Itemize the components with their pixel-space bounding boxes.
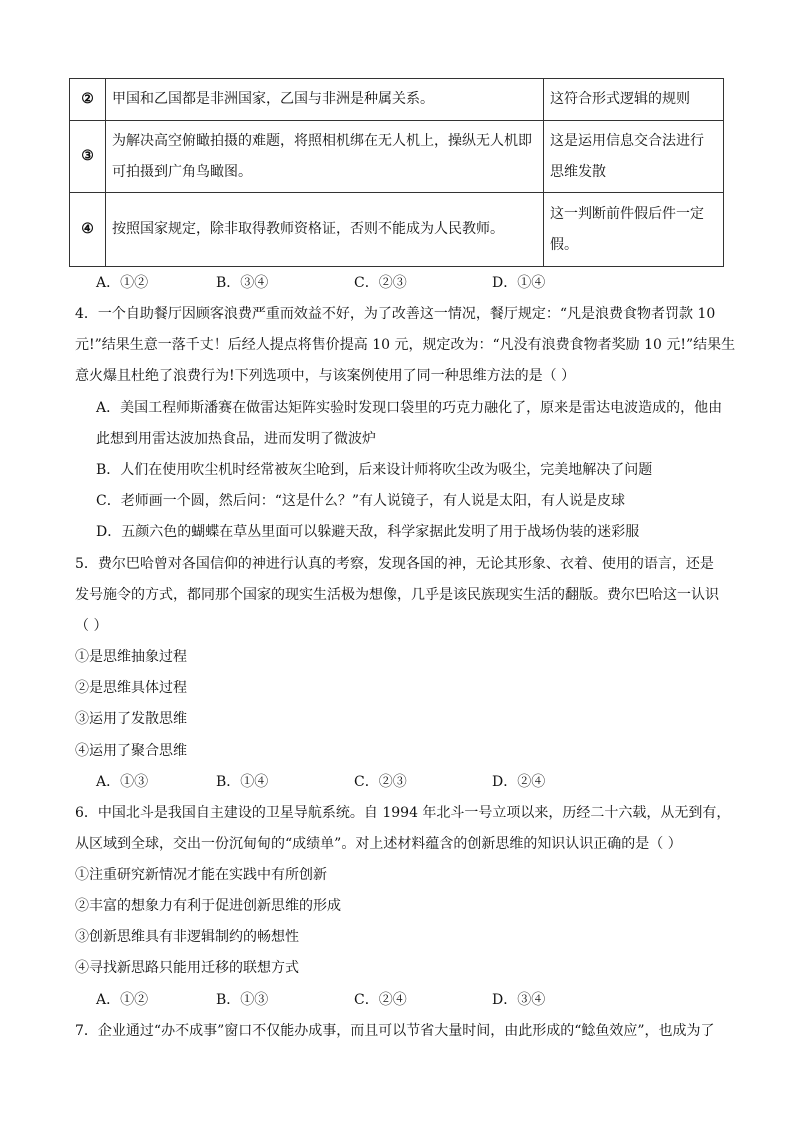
row-content-line: 按照国家规定，除非取得教师资格证，否则不能成为人民教师。 <box>112 221 504 237</box>
q7-stem-line: 7．企业通过“办不成事”窗口不仅能办成事，而且可以节省大量时间，由此形成的“鲶鱼效应”，也成为了 <box>75 1023 715 1039</box>
row-content-line: 为解决高空俯瞰拍摄的难题，将照相机绑在无人机上，操纵无人机即 <box>112 132 532 149</box>
row-comment-line: 思维发散 <box>550 163 606 180</box>
row-comment <box>544 79 724 121</box>
option-c: C．②③ <box>354 275 407 291</box>
row-number: ④ <box>70 193 106 267</box>
q6-options <box>0 990 794 1010</box>
q5-item: ②是思维具体过程 <box>75 680 187 696</box>
question-table <box>69 78 724 267</box>
q5-item: ③运用了发散思维 <box>75 711 187 727</box>
table-row <box>70 193 724 267</box>
q4-stem-line: 4．一个自助餐厅因顾客浪费严重而效益不好，为了改善这一情况，餐厅规定：“凡是浪费食物者罚款 10 <box>75 306 716 322</box>
q6-item: ④寻找新思路只能用迁移的联想方式 <box>75 960 299 976</box>
row-comment <box>544 193 724 267</box>
q5-stem-line: 5．费尔巴哈曾对各国信仰的神进行认真的考察，发现各国的神，无论其形象、衣着、使用的语言，还是 <box>75 556 714 572</box>
row-content-line: 可拍摄到广角鸟瞰图。 <box>112 163 252 180</box>
option-a: A．①② <box>96 275 149 291</box>
row-comment-line: 这一判断前件假后件一定 <box>550 205 704 222</box>
option-b: B．①③ <box>216 992 269 1008</box>
q4-option-line: D．五颜六色的蝴蝶在草丛里面可以躲避天敌，科学家据此发明了用于战场伪装的迷彩服 <box>96 524 640 540</box>
q4-option-line: 此想到用雷达波加热食品，进而发明了微波炉 <box>96 431 376 447</box>
row-content <box>106 121 544 193</box>
q4-option-line: B．人们在使用吹尘机时经常被灰尘呛到，后来设计师将吹尘改为吸尘，完美地解决了问题 <box>96 462 653 478</box>
row-number: ③ <box>70 121 106 193</box>
q4-stem-line: 意火爆且杜绝了浪费行为!下列选项中，与该案例使用了同一种思维方法的是（ ） <box>75 368 576 384</box>
q4-option-line: A．美国工程师斯潘赛在做雷达矩阵实验时发现口袋里的巧克力融化了，原来是雷达电波造成的，他由 <box>96 400 723 416</box>
q4-stem-line: 元!”结果生意一落千丈！后经人提点将售价提高 10 元，规定改为：“凡没有浪费食物者奖励 10 元!”结果生 <box>75 337 736 353</box>
option-c: C．②③ <box>354 774 407 790</box>
option-d: D．①④ <box>492 275 546 291</box>
row-comment <box>544 121 724 193</box>
option-a: A．①② <box>96 992 149 1008</box>
option-c: C．②④ <box>354 992 407 1008</box>
q4-option-line: C．老师画一个圆，然后问：“这是什么？”有人说镜子，有人说是太阳，有人说是皮球 <box>96 493 626 509</box>
q6-item: ③创新思维具有非逻辑制约的畅想性 <box>75 929 299 945</box>
q3-options <box>0 273 794 293</box>
row-comment-line: 这符合形式逻辑的规则 <box>550 91 690 107</box>
table-row <box>70 79 724 121</box>
table-row <box>70 121 724 193</box>
row-content-line: 甲国和乙国都是非洲国家，乙国与非洲是种属关系。 <box>112 91 434 107</box>
option-d: D．②④ <box>492 774 546 790</box>
row-comment-line: 这是运用信息交合法进行 <box>550 132 704 149</box>
q5-item: ①是思维抽象过程 <box>75 649 187 665</box>
q5-stem-line: （ ） <box>75 618 108 634</box>
row-number: ② <box>70 79 106 121</box>
row-content <box>106 79 544 121</box>
q5-stem-line: 发号施令的方式，都同那个国家的现实生活极为想像，几乎是该民族现实生活的翻版。费尔巴哈这一认识 <box>75 587 719 603</box>
q6-stem-line: 6．中国北斗是我国自主建设的卫星导航系统。自 1994 年北斗一号立项以来，历经二十六载，从无到有， <box>75 805 731 821</box>
q6-stem-line: 从区域到全球，交出一份沉甸甸的“成绩单”。对上述材料蕴含的创新思维的知识认识正确的是（ ） <box>75 836 682 852</box>
q5-options <box>0 772 794 792</box>
option-b: B．①④ <box>216 774 269 790</box>
row-comment-line: 假。 <box>550 236 578 253</box>
q6-item: ①注重研究新情况才能在实践中有所创新 <box>75 867 327 883</box>
option-d: D．③④ <box>492 992 546 1008</box>
option-b: B．③④ <box>216 275 269 291</box>
q5-item: ④运用了聚合思维 <box>75 743 187 759</box>
option-a: A．①③ <box>96 774 149 790</box>
row-content <box>106 193 544 267</box>
q6-item: ②丰富的想象力有利于促进创新思维的形成 <box>75 898 341 914</box>
